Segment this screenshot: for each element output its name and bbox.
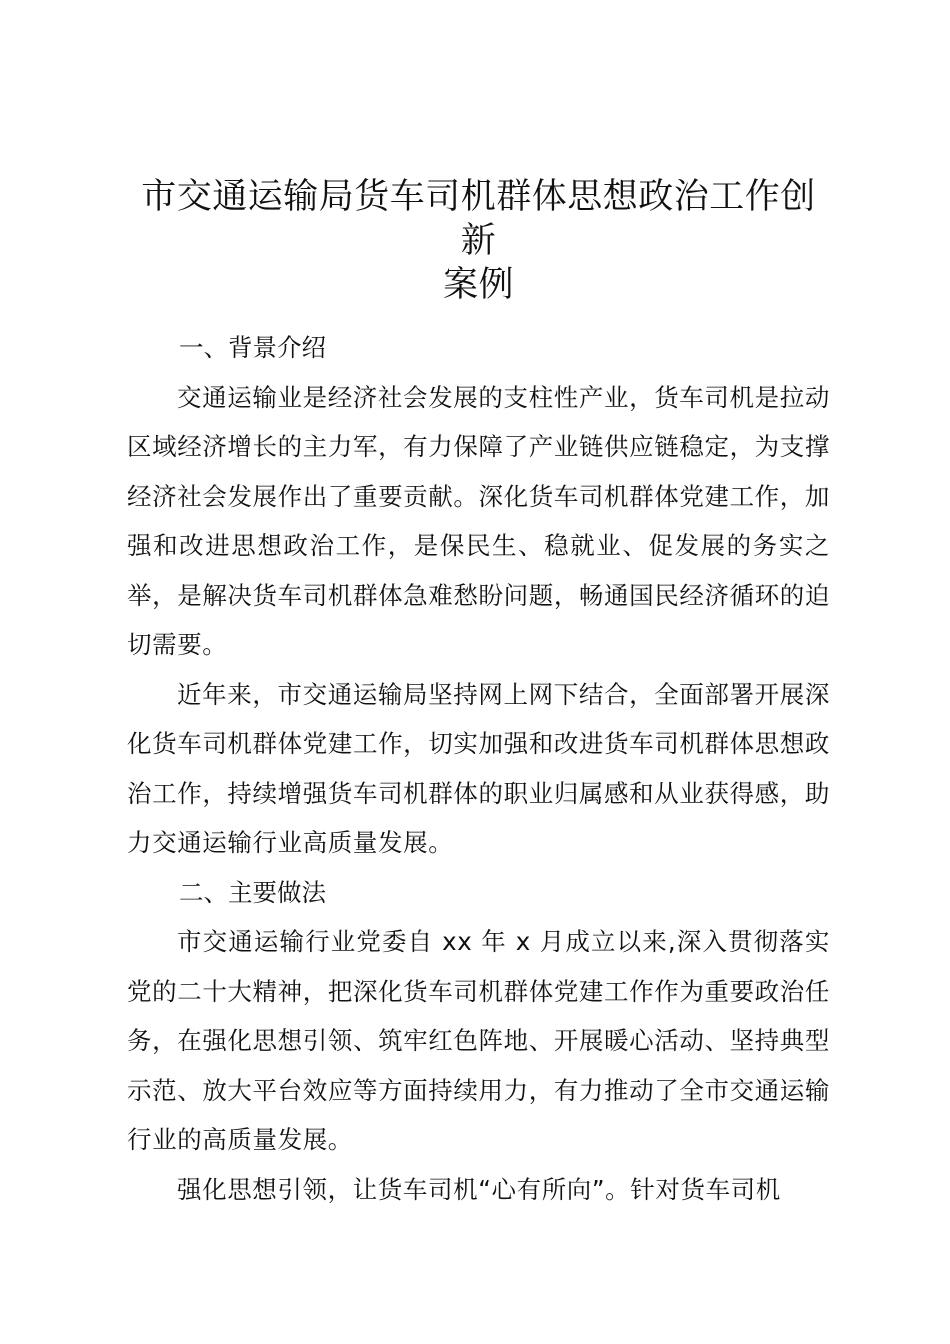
paragraph-practices-2: 强化思想引领，让货车司机“心有所向”。针对货车司机 <box>177 1174 781 1204</box>
paragraph-background-1: 交通运输业是经济社会发展的支柱性产业，货车司机是拉动区域经济增长的主力军，有力保障了产业链供应链稳定，为支撑经济社会发展作出了重要贡献。深化货车司机群体党建工作，加强和改进思想政治工作，是保民生、稳就业、促发展的务实之举，是解决货车司机群体急难愁盼问题，畅通国民经济循环的迫切需要。 <box>127 382 830 659</box>
document-title <box>127 175 830 307</box>
section-heading-main-practices: 二、主要做法 <box>179 877 326 907</box>
paragraph-background-2: 近年来，市交通运输局坚持网上网下结合，全面部署开展深化货车司机群体党建工作，切实加强和改进货车司机群体思想政治工作，持续增强货车司机群体的职业归属感和从业获得感，助力交通运输行业高质量发展。 <box>127 679 830 857</box>
document-body <box>127 323 830 1214</box>
paragraph-practices-1: 市交通运输行业党委自 xx 年 x 月成立以来,深入贯彻落实党的二十大精神，把深化货车司机群体党建工作作为重要政治任务，在强化思想引领、筑牢红色阵地、开展暖心活动、坚持典型示范、放大平台效应等方面持续用力，有力推动了全市交通运输行业的高质量发展。 <box>127 927 830 1154</box>
section-heading-background: 一、背景介绍 <box>179 333 326 362</box>
title-line-1: 市交通运输局货车司机群体思想政治工作创新 <box>141 177 816 261</box>
title-line-2: 案例 <box>442 265 514 305</box>
